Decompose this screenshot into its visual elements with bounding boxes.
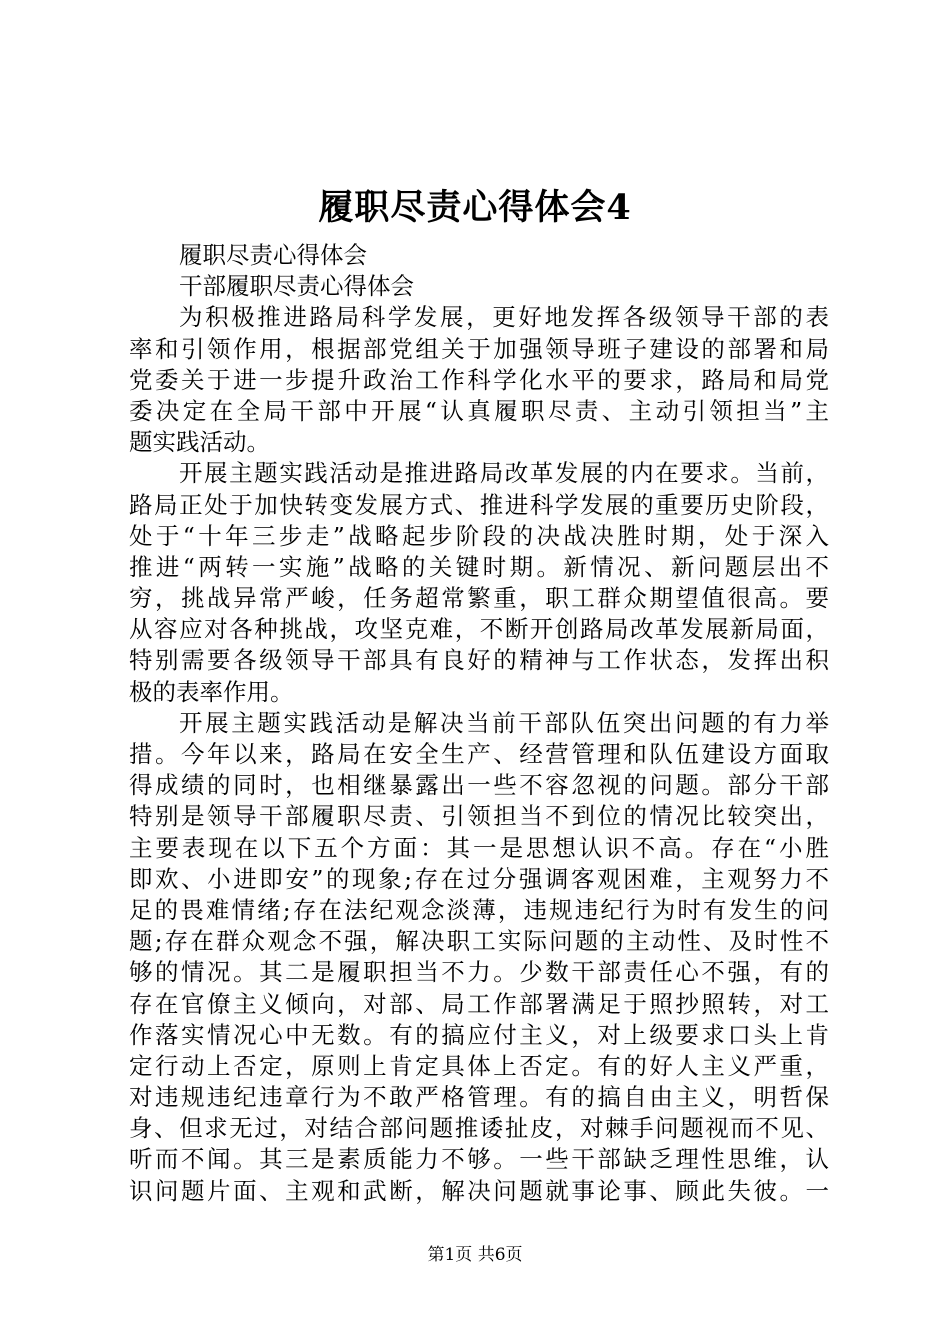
paragraph-line: 推进“两转一实施”战略的关键时期。新情况、新问题层出不 <box>129 552 829 581</box>
paragraph-line: 措。今年以来，路局在安全生产、经营管理和队伍建设方面取 <box>129 740 829 768</box>
paragraph-line: 处于“十年三步走”战略起步阶段的决战决胜时期，处于深入 <box>129 521 829 550</box>
paragraph-line: 开展主题实践活动是推进路局改革发展的内在要求。当前， <box>179 459 829 488</box>
paragraph-line: 身、但求无过，对结合部问题推诿扯皮，对棘手问题视而不见、 <box>129 1114 829 1143</box>
paragraph-line: 率和引领作用，根据部党组关于加强领导班子建设的部署和局 <box>129 334 829 363</box>
paragraph-line: 从容应对各种挑战，攻坚克难，不断开创路局改革发展新局面， <box>129 615 829 644</box>
paragraph-line: 存在官僚主义倾向，对部、局工作部署满足于照抄照转，对工 <box>129 989 829 1018</box>
subtitle-line: 履职尽责心得体会 <box>179 241 367 269</box>
paragraph-line: 党委关于进一步提升政治工作科学化水平的要求，路局和局党 <box>129 365 829 394</box>
paragraph-line: 得成绩的同时，也相继暴露出一些不容忽视的问题。部分干部 <box>129 771 829 800</box>
paragraph-line: 即欢、小进即安”的现象;存在过分强调客观困难，主观努力不 <box>129 864 829 893</box>
paragraph-line: 定行动上否定，原则上肯定具体上否定。有的好人主义严重， <box>129 1051 829 1080</box>
paragraph-line: 极的表率作用。 <box>129 677 294 706</box>
paragraph-line: 穷，挑战异常严峻，任务超常繁重，职工群众期望值很高。要 <box>129 584 829 613</box>
paragraph-line: 听而不闻。其三是素质能力不够。一些干部缺乏理性思维，认 <box>129 1145 829 1174</box>
paragraph-line: 为积极推进路局科学发展，更好地发挥各级领导干部的表 <box>179 303 829 332</box>
paragraph-line: 路局正处于加快转变发展方式、推进科学发展的重要历史阶段， <box>129 490 829 519</box>
paragraph-line: 够的情况。其二是履职担当不力。少数干部责任心不强，有的 <box>129 958 829 987</box>
paragraph-line: 题实践活动。 <box>129 428 270 457</box>
document-title: 履职尽责心得体会4 <box>318 187 632 228</box>
paragraph-line: 特别需要各级领导干部具有良好的精神与工作状态，发挥出积 <box>129 646 829 675</box>
paragraph-line: 开展主题实践活动是解决当前干部队伍突出问题的有力举 <box>179 708 829 737</box>
paragraph-line: 特别是领导干部履职尽责、引领担当不到位的情况比较突出， <box>129 802 829 831</box>
document-body <box>129 240 829 1207</box>
paragraph-line: 主要表现在以下五个方面：其一是思想认识不高。存在“小胜 <box>129 833 829 862</box>
paragraph-line: 识问题片面、主观和武断，解决问题就事论事、顾此失彼。一 <box>129 1176 829 1205</box>
paragraph-line: 足的畏难情绪;存在法纪观念淡薄，违规违纪行为时有发生的问 <box>129 895 829 924</box>
paragraph-line: 作落实情况心中无数。有的搞应付主义，对上级要求口头上肯 <box>129 1020 829 1049</box>
paragraph-line: 委决定在全局干部中开展“认真履职尽责、主动引领担当”主 <box>129 396 829 425</box>
paragraph-line: 对违规违纪违章行为不敢严格管理。有的搞自由主义，明哲保 <box>129 1083 829 1112</box>
subtitle-line: 干部履职尽责心得体会 <box>179 272 414 301</box>
paragraph-line: 题;存在群众观念不强，解决职工实际问题的主动性、及时性不 <box>129 927 829 956</box>
page-number-footer: 第1页 共6页 <box>427 1245 523 1265</box>
